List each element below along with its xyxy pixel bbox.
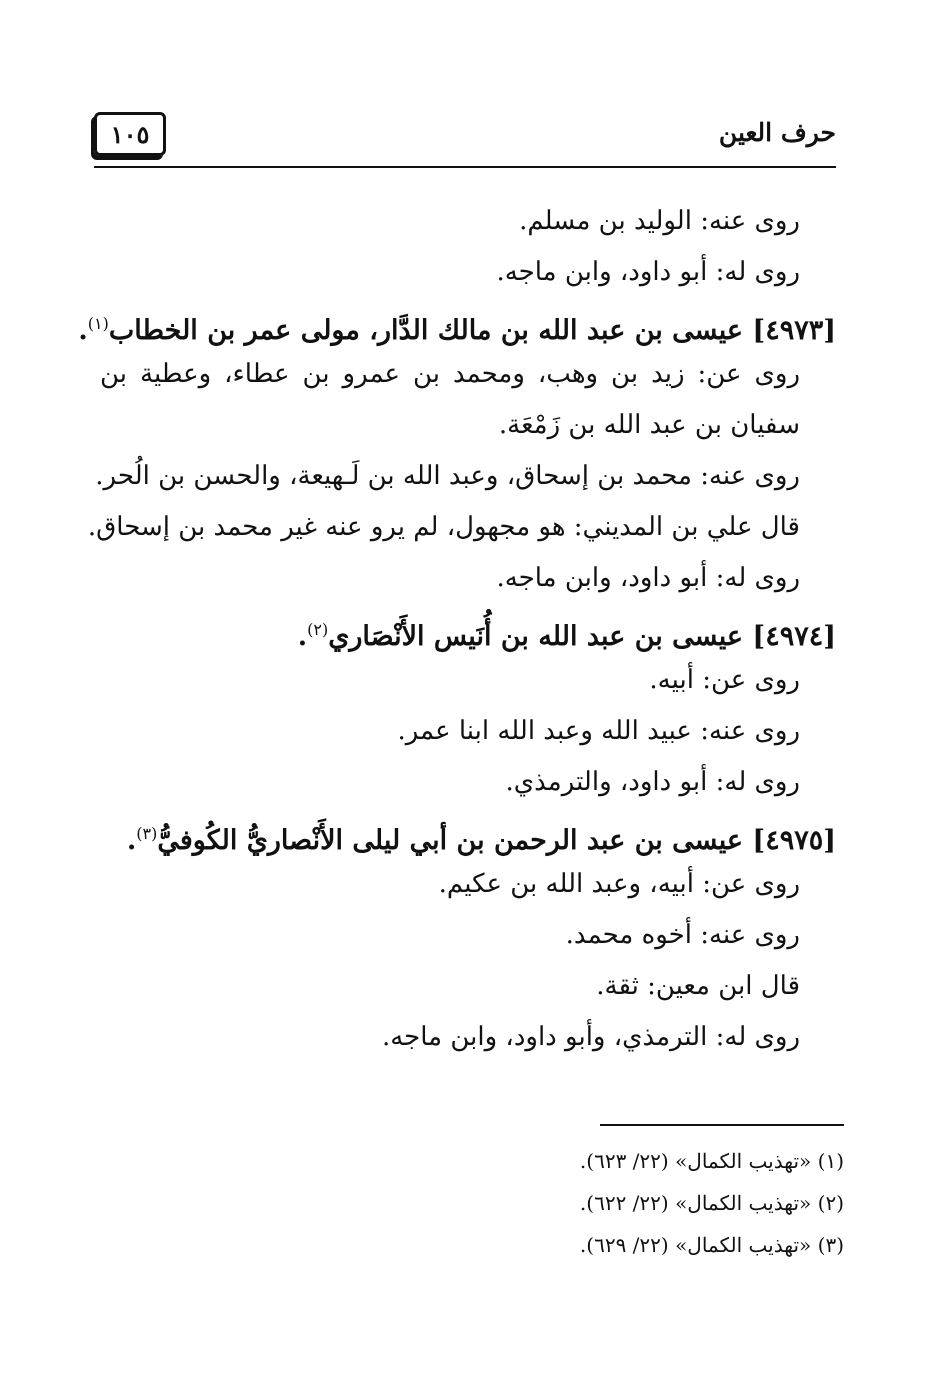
footnote-rule <box>600 1124 844 1126</box>
footnote: (١) «تهذيب الكمال» (٢٢/ ٦٢٣). <box>579 1149 844 1173</box>
running-title: حرف العين <box>718 118 836 147</box>
text-line: روى عنه: الوليد بن مسلم. <box>519 206 800 236</box>
footnote: (٣) «تهذيب الكمال» (٢٢/ ٦٢٩). <box>579 1233 844 1257</box>
footnote-ref: (١) <box>87 314 109 333</box>
entry-4975 <box>100 808 836 1063</box>
narrated-by: روى عنه: أخوه محمد. <box>565 920 800 950</box>
page-number <box>94 112 166 156</box>
main-text <box>78 196 836 1063</box>
entry-4974 <box>100 604 836 808</box>
scholar-remark: قال علي بن المديني: هو مجهول، لم يرو عنه غير محمد بن إسحاق. <box>87 512 800 542</box>
narrated-by: روى عنه: عبيد الله وعبد الله ابنا عمر. <box>397 716 800 746</box>
narrated-from: روى عن: أبيه، وعبد الله بن عكيم. <box>438 869 800 899</box>
header-rule <box>94 166 836 168</box>
cited-by: روى له: أبو داود، وابن ماجه. <box>496 563 800 593</box>
entry-heading-text: [٤٩٧٤] عيسى بن عبد الله بن أُنَيس الأَنْصَاري <box>328 621 836 652</box>
narrated-from: روى عن: زيد بن وهب، ومحمد بن عمرو بن عطاء، وعطية بن سفيان بن عبد الله بن زَمْعَة. <box>100 359 800 440</box>
page-number-text: ١٠٥ <box>110 119 150 149</box>
footnotes <box>580 1140 844 1266</box>
text-line: روى له: أبو داود، وابن ماجه. <box>496 257 800 287</box>
entry-heading: [٤٩٧٤] عيسى بن عبد الله بن أُنَيس الأَنْصَاري$^{(٢)}$. <box>297 620 836 652</box>
entry-4973 <box>78 298 836 604</box>
scholar-remark: قال ابن معين: ثقة. <box>596 971 800 1001</box>
narrated-from: روى عن: أبيه. <box>649 665 800 695</box>
narrated-by: روى عنه: محمد بن إسحاق، وعبد الله بن لَـهيعة، والحسن بن الُحر. <box>95 461 800 491</box>
cited-by: روى له: الترمذي، وأبو داود، وابن ماجه. <box>381 1022 800 1052</box>
entry-heading: [٤٩٧٥] عيسى بن عبد الرحمن بن أبي ليلى الأَنْصاريُّ الكُوفيُّ$^{(٣)}$. <box>126 824 836 856</box>
cited-by: روى له: أبو داود، والترمذي. <box>505 767 800 797</box>
entry-heading: [٤٩٧٣] عيسى بن عبد الله بن مالك الدَّار، مولى عمر بن الخطاب$^{(١)}$. <box>78 314 836 346</box>
footnote-ref: (٢) <box>307 620 329 639</box>
footnote-ref: (٣) <box>136 824 158 843</box>
entry-heading-text: [٤٩٧٥] عيسى بن عبد الرحمن بن أبي ليلى الأَنْصاريُّ الكُوفيُّ <box>157 825 836 856</box>
footnote: (٢) «تهذيب الكمال» (٢٢/ ٦٢٢). <box>579 1191 844 1215</box>
entry-heading-text: [٤٩٧٣] عيسى بن عبد الله بن مالك الدَّار، مولى عمر بن الخطاب <box>108 315 836 346</box>
